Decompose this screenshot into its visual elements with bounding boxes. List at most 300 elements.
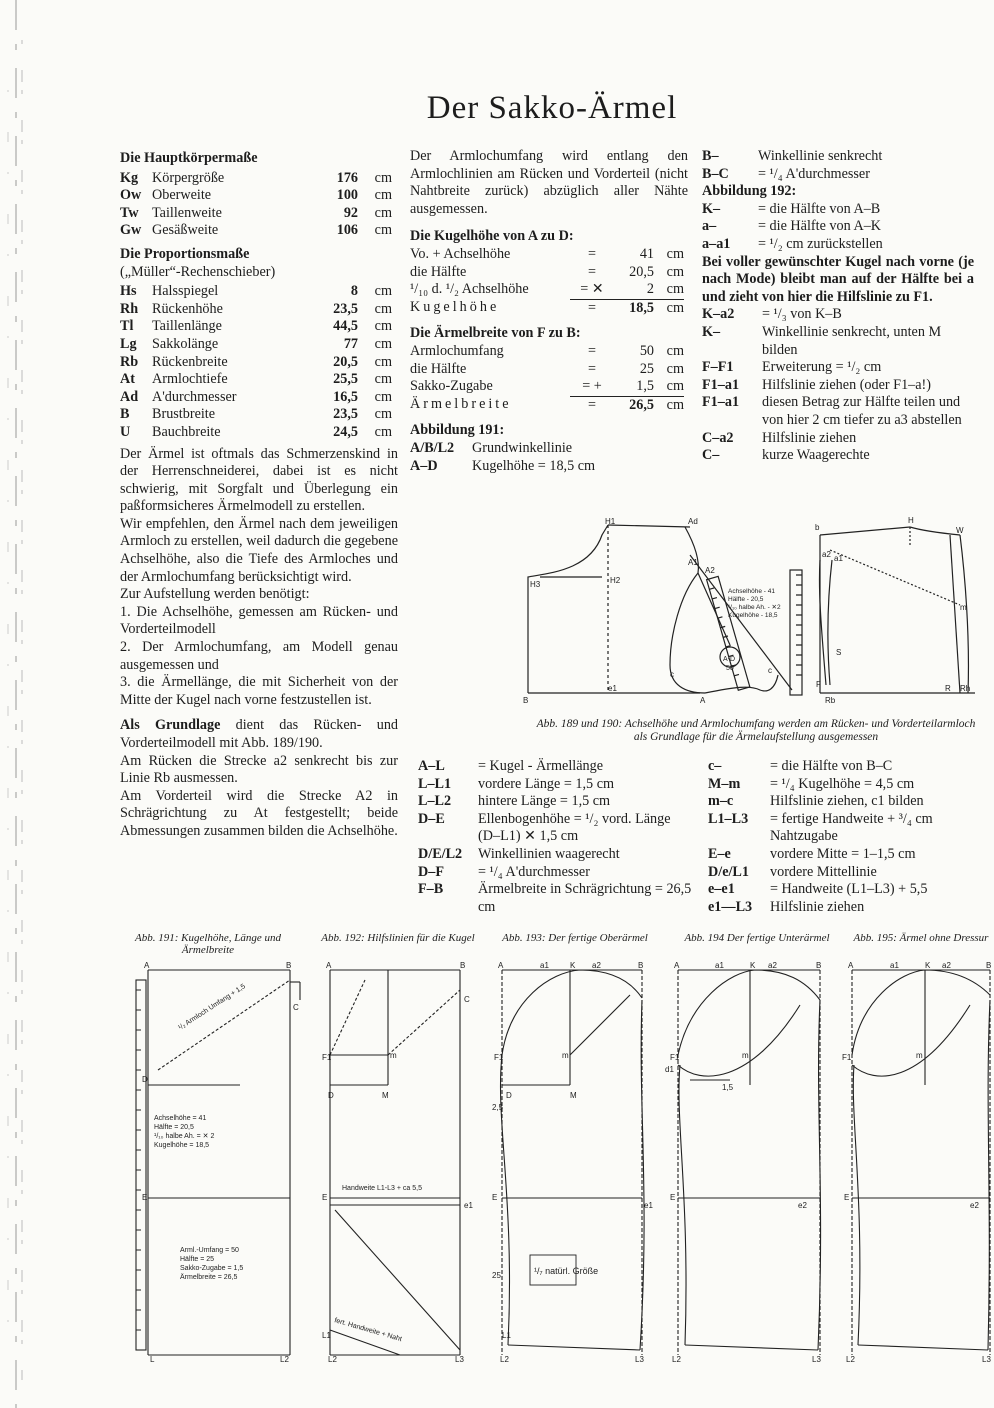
caption-191: Abb. 191: Kugelhöhe, Länge und Ärmelbreite [134,932,282,956]
svg-text:K: K [925,961,931,970]
main-measure-abbr: Tw [120,204,139,221]
svg-text:b: b [815,523,820,532]
fig191-legend1-line: Hälfte = 20,5 [154,1124,194,1131]
svg-text:L2: L2 [846,1355,855,1364]
breite-table [410,343,684,414]
bottom-mid-text: vordere Länge = 1,5 cm [478,775,615,792]
col3-after-key: K–a2 [702,306,735,323]
col3-top-key: B– [702,148,719,164]
abb191-row [410,440,595,458]
prop-measure-abbr: U [120,423,131,440]
bottom-right-table [708,758,984,916]
main-measure-label: Taillenweite [152,204,222,221]
main-measure-abbr: Gw [120,222,142,239]
breite-unit: cm [666,360,684,377]
prop-measure-label: Bauchbreite [152,423,221,440]
svg-text:m: m [390,1051,397,1060]
kugel-op: = [587,245,596,262]
svg-text:25: 25 [492,1271,501,1280]
fig193-drawing [500,970,644,1355]
abb191-text: Kugelhöhe = 18,5 cm [472,457,596,474]
kugel-unit: cm [654,281,684,299]
bottom-right-row [708,864,984,882]
fig192-fert-label: fert. Handweite + Naht [333,1317,403,1344]
bottom-mid-row [418,793,694,811]
col3-192-key: a– [702,218,717,235]
bottom-right-block [708,758,984,916]
breite-op: = [587,360,596,377]
bottom-mid-row [418,846,694,864]
svg-text:e2: e2 [970,1201,979,1210]
grundlage-text [120,717,398,752]
svg-text:A: A [326,961,332,970]
col3-after-row [702,377,974,395]
prop-measure-label: Rückenhöhe [152,300,223,317]
svg-text:Ad: Ad [688,517,698,526]
intro-paragraph: 2. Der Armlochumfang, am Modell genau ausgemessen und [120,639,398,673]
prop-measure-label: Sakkolänge [152,335,219,352]
svg-text:e2: e2 [798,1201,807,1210]
bottom-right-text: = ¹/₄ Kugelhöhe = 4,5 cm [770,775,915,792]
breite-row [410,396,684,414]
breite-value: 25 [639,360,654,377]
kugel-heading: Die Kugelhöhe von A zu D: [410,228,574,245]
kugel-op: = [587,299,596,316]
svg-text:a2: a2 [768,961,777,970]
fig192-handweite-label: Handweite L1-L3 + ca 5,5 [342,1185,422,1192]
breite-op: = + [570,378,614,396]
bottom-mid-text: Winkellinien waagerecht [478,845,620,862]
prop-measure-value: 8 [350,283,358,300]
col3-top-row [702,148,882,166]
fig195-drawing [852,970,990,1355]
col3-after-key: C–a2 [702,429,734,446]
main-measure-unit: cm [374,169,392,186]
kugel-row [410,264,684,282]
grundlage-p2: Am Rücken die Strecke a2 senkrecht bis zur Linie Rb ausmessen. [120,752,398,787]
prop-measure-unit: cm [374,353,392,370]
prop-measure-label: Brustbreite [152,406,216,423]
col3-192-text: = die Hälfte von A–B [758,200,881,217]
grundlage-lead: Als Grundlage [120,717,221,734]
svg-text:C: C [464,995,470,1004]
bottom-right-key: e1—L3 [708,898,753,915]
bottom-right-text: Hilfslinie ziehen, c1 bilden [770,793,924,810]
svg-text:L: L [150,1355,155,1364]
prop-measure-row [120,424,392,442]
col3-top-table [702,148,882,183]
kugel-unit: cm [666,245,684,262]
caption-195: Abb. 195: Ärmel ohne Dressur [853,932,989,944]
svg-text:L1: L1 [502,1331,511,1340]
col3-after-key: F1–a1 [702,376,740,393]
fig191-legend2-line: Ärmelbreite = 26,5 [180,1274,238,1281]
grundlage-p3: Am Vorderteil wird die Strecke A2 in Schrägrichtung zu At festgestellt; beide Abmessungen zusammen bilden die Achselhöhe. [120,787,398,839]
prop-measure-label: Armlochtiefe [152,371,228,388]
kugel-value: 20,5 [629,263,654,280]
bottom-mid-key: L–L2 [418,793,452,810]
prop-measure-label: A'durchmesser [152,388,237,405]
prop-measure-unit: cm [374,406,392,423]
prop-measure-abbr: Tl [120,318,134,335]
svg-text:Rb: Rb [825,696,836,705]
bottom-right-row [708,758,984,776]
svg-text:E: E [670,1193,676,1202]
prop-measure-unit: cm [374,388,392,405]
prop-measure-abbr: Ad [120,388,139,405]
bottom-right-key: M–m [708,775,741,792]
fig191-drawing [136,970,300,1355]
bottom-right-key: e–e1 [708,881,735,898]
column-3 [702,148,974,465]
bottom-mid-row [418,776,694,794]
main-measure-label: Körpergröße [152,169,225,186]
bottom-right-row [708,793,984,811]
prop-measure-unit: cm [374,300,392,317]
kugel-label: Kugelhöhe [410,299,500,316]
bottom-mid-text: Ärmelbreite in Schrägrichtung = 26,5 cm [478,881,692,915]
svg-text:M: M [570,1091,577,1100]
main-measure-label: Oberweite [152,187,212,204]
bottom-right-key: c– [708,758,722,774]
prop-measure-row [120,318,392,336]
svg-text:e1: e1 [464,1201,473,1210]
col3-after-row [702,447,974,465]
bottom-right-key: L1–L3 [708,810,749,827]
main-measure-value: 176 [336,169,358,186]
prop-measures-sub: („Müller“-Rechenschieber) [120,263,276,280]
svg-text:D: D [506,1091,512,1100]
bottom-right-text: vordere Mitte = 1–1,5 cm [770,845,916,862]
intro-paragraph: Zur Aufstellung werden benötigt: [120,586,310,603]
breite-unit: cm [666,396,684,413]
intro-paragraph: Der Ärmel ist oftmals das Schmerzenskind in der Herrenschneiderei, dabei ist es nicht schwierig, mit Sorgfalt und Überlegung ein paßformsicheres Ärmelmodell zu erstellen. [120,445,398,515]
svg-text:B: B [816,961,822,970]
svg-text:m: m [562,1051,569,1060]
figure-189-190 [520,515,980,715]
col3-after-text: Erweiterung = ¹/₂ cm [762,359,882,376]
fig191-legend1-line: ¹/₁₀ halbe Ah. = ✕ 2 [154,1133,215,1140]
col3-top-text: Winkellinie senkrecht [758,148,883,164]
main-measure-unit: cm [374,222,392,239]
breite-row [410,361,684,379]
svg-text:C: C [293,1003,299,1012]
bottom-mid-text: = ¹/₄ A'durchmesser [478,863,590,880]
prop-measure-abbr: At [120,371,135,388]
prop-measure-label: Rückenbreite [152,353,228,370]
col3-192-key: a–a1 [702,235,731,252]
grundlage-body: dient das Rücken- und Vorderteilmodell mit Abb. 189/190. [120,717,399,751]
bottom-mid-key: D–F [418,863,445,880]
svg-text:H: H [908,516,914,525]
col3-after-text: Winkellinie senkrecht, unten M bilden [762,323,942,358]
svg-text:a1: a1 [715,961,724,970]
kugel-op: = [587,263,596,280]
svg-text:F1: F1 [494,1053,504,1062]
breite-op: = [587,342,596,359]
prop-measure-value: 44,5 [333,318,358,335]
col3-192-row [702,218,883,236]
svg-text:R: R [945,684,951,693]
svg-text:e1: e1 [608,684,617,693]
caption-193: Abb. 193: Der fertige Oberärmel [502,932,648,944]
prop-measure-abbr: Hs [120,283,137,300]
fig191-legend1-line: Achselhöhe = 41 [154,1115,207,1122]
bottom-right-text: = fertige Handweite + ³/₄ cm Nahtzugabe [770,810,933,845]
fig189-legend-line: Kugelhöhe - 18,5 [728,612,778,619]
svg-text:L2: L2 [672,1355,681,1364]
main-measure-row [120,205,392,223]
svg-text:L3: L3 [812,1355,821,1364]
bottom-mid-key: F–B [418,881,444,898]
fig192-drawing [330,970,460,1355]
svg-text:A-D: A-D [723,656,736,663]
bottom-right-key: m–c [708,793,734,810]
intro-paragraph: Wir empfehlen, den Ärmel nach dem jeweiligen Armloch zu erstellen, weil dadurch die gegebene Achselhöhe, also die Tiefe des Armloches und der Armlochumfang berücksichtigt wird. [120,515,398,585]
figures-191-195 [130,960,994,1365]
breite-unit: cm [654,378,684,396]
col3-after-key: C– [702,447,720,464]
prop-measure-label: Taillenlänge [152,318,222,335]
svg-text:a1: a1 [890,961,899,970]
fig191-arm-label: ¹/₂ Armloch Umfang + 1,5 [177,983,247,1032]
prop-measure-row [120,336,392,354]
bottom-mid-text: hintere Länge = 1,5 cm [478,793,611,810]
kugel-row [410,246,684,264]
col3-after-key: F–F1 [702,359,734,376]
bottom-right-text: vordere Mittellinie [770,863,877,880]
col3-top-key: B–C [702,165,729,182]
svg-text:d1: d1 [665,1065,674,1074]
breite-unit: cm [666,342,684,359]
svg-text:B: B [286,961,292,970]
kugel-label: Vo. + Achselhöhe [410,245,511,262]
bottom-right-row [708,811,984,846]
main-measures-table [120,170,392,240]
bottom-right-key: E–e [708,845,731,862]
svg-text:m: m [960,603,967,612]
bottom-mid-text: = Kugel - Ärmellänge [478,758,604,774]
svg-text:K: K [750,961,756,970]
prop-measure-abbr: Lg [120,335,137,352]
svg-text:a2: a2 [942,961,951,970]
svg-text:m: m [916,1051,923,1060]
svg-text:D: D [142,1075,148,1084]
breite-label: die Hälfte [410,360,467,377]
svg-text:e1: e1 [644,1201,653,1210]
intro-paragraph: 1. Die Achselhöhe, gemessen am Rücken- und Vorderteilmodell [120,603,398,638]
col3-after-text: Hilfslinie ziehen (oder F1–a!) [762,376,932,393]
fig189-legend-line: Achselhöhe - 41 [728,588,775,595]
svg-text:c: c [670,670,674,679]
prop-measure-abbr: B [120,406,130,423]
prop-measure-abbr: Rh [120,300,139,317]
caption-192: Abb. 192: Hilfslinien für die Kugel [321,932,475,944]
kugel-unit: cm [666,299,684,316]
svg-text:L1: L1 [322,1331,331,1340]
svg-text:D: D [328,1091,334,1100]
main-measure-unit: cm [374,187,392,204]
main-measure-unit: cm [374,204,392,221]
scale-label: ¹/₇ natürl. Größe [534,1266,599,1276]
kugel-value: 2 [614,281,654,299]
prop-measure-row [120,354,392,372]
prop-measure-value: 24,5 [333,423,358,440]
breite-label: Ärmelbreite [410,396,512,413]
abb191-key: A–D [410,457,438,474]
kugel-row [410,299,684,317]
svg-text:A1: A1 [688,558,698,567]
svg-text:A: A [674,961,680,970]
svg-text:L3: L3 [982,1355,991,1364]
abb191-table [410,440,595,475]
prop-measure-unit: cm [374,423,392,440]
col3-after-row [702,324,974,359]
svg-text:c: c [768,666,772,675]
svg-text:L3: L3 [635,1355,644,1364]
bottom-right-row [708,776,984,794]
breite-value: 1,5 [614,378,654,396]
svg-text:A: A [848,961,854,970]
svg-text:2,5: 2,5 [492,1103,504,1112]
svg-text:B: B [638,961,644,970]
abb191-text: Grundwinkellinie [472,439,573,456]
main-measure-value: 92 [343,204,358,221]
breite-heading: Die Ärmelbreite von F zu B: [410,325,581,342]
svg-text:L2: L2 [328,1355,337,1364]
scan-margin-marks [0,0,48,1408]
svg-text:A: A [144,961,150,970]
col3-192-table [702,201,883,254]
prop-measure-value: 25,5 [333,371,358,388]
fig191-legend2-line: Sakko-Zugabe = 1,5 [180,1265,244,1272]
col3-after-table [702,306,974,464]
kugel-unit: cm [666,263,684,280]
bottom-right-text: Hilfslinie ziehen [770,898,865,915]
svg-text:E: E [142,1193,148,1202]
kugel-op: = ✕ [570,281,614,299]
prop-measure-unit: cm [374,318,392,335]
prop-measure-value: 16,5 [333,388,358,405]
abb191-heading: Abbildung 191: [410,422,505,439]
svg-text:B: B [523,696,529,705]
svg-text:H1: H1 [605,517,616,526]
svg-text:A: A [498,961,504,970]
fig191-legend2-line: Arml.-Umfang = 50 [180,1247,239,1254]
prop-measure-label: Halsspiegel [152,283,219,300]
svg-text:W: W [956,526,964,535]
main-measure-value: 100 [336,187,358,204]
main-measure-label: Gesäßweite [152,222,219,239]
col3-after-row [702,430,974,448]
svg-text:Rh: Rh [960,684,971,693]
svg-text:a1: a1 [540,961,549,970]
bottom-mid-key: L–L1 [418,775,452,792]
svg-text:F1: F1 [670,1053,680,1062]
bottom-mid-key: D/E/L2 [418,845,463,862]
prop-measure-value: 23,5 [333,406,358,423]
svg-text:F: F [816,680,821,689]
fig189-legend-line: ¹/₁₀ halbe Ah. - ✕2 [728,604,781,611]
col3-after-row [702,359,974,377]
breite-label: Armlochumfang [410,342,504,359]
svg-text:a2: a2 [822,550,831,559]
bottom-middle-block [418,758,694,916]
col3-after-row [702,306,974,324]
svg-text:F1: F1 [322,1053,332,1062]
caption-194: Abb. 194 Der fertige Unterärmel [684,932,830,944]
kugel-value: 41 [639,245,654,262]
bottom-mid-key: A–L [418,758,445,774]
prop-measure-value: 23,5 [333,300,358,317]
svg-text:E: E [844,1193,850,1202]
breite-value: 50 [639,342,654,359]
col3-after-key: F1–a1 [702,394,740,411]
bottom-mid-key: D–E [418,810,445,827]
svg-text:A2: A2 [705,566,715,575]
kugel-label: ¹/₁₀ d. ¹/₂ Achselhöhe [410,281,529,298]
col3-after-text: diesen Betrag zur Hälfte teilen und von hier 2 cm tiefer zu a3 abstellen [762,394,962,428]
prop-measure-row [120,371,392,389]
svg-text:M: M [382,1091,389,1100]
kugel-value: 18,5 [629,299,654,316]
fig191-legend2-line: Hälfte = 25 [180,1256,215,1263]
svg-text:B: B [986,961,992,970]
svg-text:A: A [700,696,706,705]
prop-measure-row [120,406,392,424]
svg-text:E: E [322,1193,328,1202]
main-measure-value: 106 [336,222,358,239]
main-measure-row [120,187,392,205]
bottom-mid-row [418,881,694,916]
prop-measure-unit: cm [374,335,392,352]
intro-text [120,446,398,710]
bottom-right-row [708,846,984,864]
prop-measure-value: 77 [343,335,358,352]
col3-bold-para: Bei voller gewünschter Kugel nach vorne (je nach Mode) bleibt man auf der Hälfte bei a und zieht von hier die Hilfslinie zu F1. [702,253,974,305]
svg-text:F1: F1 [842,1053,852,1062]
fig191-legend2 [180,1247,243,1281]
prop-measure-row [120,389,392,407]
svg-text:50: 50 [726,665,734,672]
prop-measure-row [120,301,392,319]
col3-192-text: = ¹/₂ cm zurückstellen [758,235,883,252]
fig189-legend [728,588,781,619]
col3-after-text: kurze Waagerechte [762,447,870,464]
svg-text:H2: H2 [610,576,621,585]
abb192-heading: Abbildung 192: [702,183,797,200]
kugel-table [410,246,684,317]
column-1 [120,150,398,841]
prop-measures-heading: Die Proportionsmaße [120,245,250,262]
prop-measure-value: 20,5 [333,353,358,370]
main-measure-row [120,170,392,188]
col3-192-row [702,236,883,254]
main-measure-abbr: Ow [120,187,142,204]
bottom-mid-row [418,864,694,882]
intro-paragraph: 3. die Ärmellänge, die mit Sicherheit von der Mitte der Kugel nach vorne festzustellen ist. [120,674,398,708]
abb191-row [410,458,595,476]
bottom-middle-table [418,758,694,916]
fig189-back-outline [528,525,608,693]
fig191-legend1 [154,1115,214,1149]
svg-text:a1: a1 [834,554,843,563]
breite-row [410,378,684,396]
prop-measure-abbr: Rb [120,353,139,370]
armloch-text: Der Armlochumfang wird entlang den Armlochlinien am Rücken und Vorderteil (nicht Nahtbreite zurück) abzüglich aller Nähte ausgemessen. [410,148,688,217]
svg-text:L2: L2 [280,1355,289,1364]
abb191-key: A/B/L2 [410,439,455,456]
